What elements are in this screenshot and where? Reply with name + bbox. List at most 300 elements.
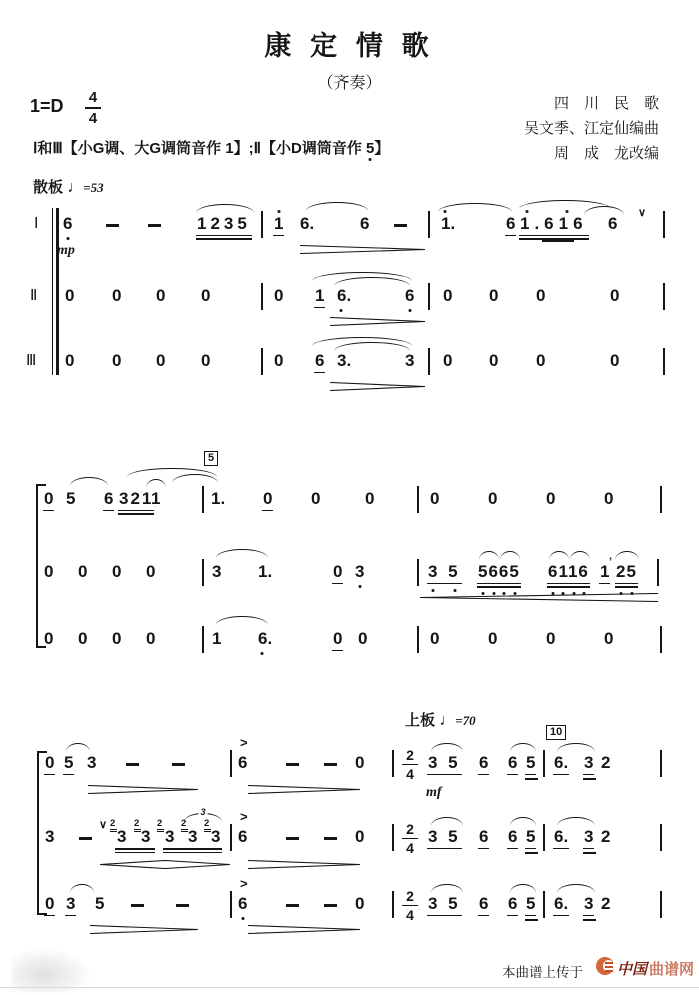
note-text: 3 (212, 562, 222, 581)
breath-mark: ∨ (99, 819, 108, 831)
time-signature-denominator: 4 (88, 109, 98, 127)
note-text: 6 (238, 894, 248, 913)
note (520, 215, 588, 232)
logo-line (605, 970, 613, 972)
note (365, 490, 374, 507)
grace-note-text: 2 (110, 818, 116, 829)
note-text: 5 (526, 827, 536, 846)
slur-arc (306, 202, 368, 211)
note-text: 1. (441, 214, 456, 233)
note-text: 0 (156, 351, 166, 370)
note (604, 630, 613, 647)
beam-line (599, 583, 610, 585)
note (119, 490, 153, 507)
beam-line (163, 852, 222, 854)
note (584, 828, 593, 845)
note-text: 0 (78, 562, 88, 581)
octave-dot-below (358, 585, 361, 588)
barline (660, 891, 662, 918)
slur-arc (70, 884, 94, 893)
note (554, 828, 568, 845)
beam-line (507, 774, 518, 776)
barline (202, 626, 204, 653)
beam-line (427, 774, 462, 776)
beam-line (196, 238, 252, 240)
note (355, 754, 364, 771)
footer-upload-text: 本曲谱上传于 (502, 965, 583, 980)
octave-dot-below (241, 917, 244, 920)
note-text: 0 (44, 489, 54, 508)
note-text: 321 (119, 489, 154, 508)
note-text: 0 (333, 562, 343, 581)
time-signature (402, 822, 418, 855)
time-signature-numerator: 4 (88, 89, 98, 106)
note-text: 3 5 (428, 562, 461, 581)
note (536, 352, 545, 369)
beam-line (507, 848, 518, 850)
note-text: 3 (584, 894, 594, 913)
slur-arc (584, 206, 624, 215)
beam-line (262, 510, 273, 512)
note-text: 2 (601, 827, 611, 846)
beam-line (525, 848, 536, 850)
note (479, 895, 488, 912)
note (479, 828, 488, 845)
time-signature (402, 889, 418, 922)
note (238, 895, 247, 912)
beam-line (505, 235, 516, 237)
beam-line (583, 848, 594, 850)
scan-edge-line (0, 987, 699, 988)
time-signature (402, 748, 418, 781)
time-signature-denominator: 4 (406, 906, 414, 923)
rehearsal-mark: 5 (204, 451, 218, 466)
slur-arc (196, 204, 254, 213)
beam-line (519, 235, 589, 237)
note (274, 287, 283, 304)
note-text: 3 (45, 827, 55, 846)
beam-line (273, 235, 284, 237)
beam-line (427, 583, 462, 585)
note-text: 0 (430, 489, 440, 508)
dash-rest (148, 224, 161, 227)
note (601, 754, 610, 771)
note (358, 630, 367, 647)
page-title: 康 定 情 歌 (264, 31, 435, 61)
dash-rest (79, 837, 92, 840)
note (333, 630, 342, 647)
beam-line (314, 307, 325, 309)
note (238, 754, 247, 771)
barline (428, 283, 430, 310)
dash-rest (286, 904, 299, 907)
note-text: 6 (479, 827, 489, 846)
note-text: 0 (604, 629, 614, 648)
beam-line (547, 586, 590, 588)
note (165, 828, 174, 845)
grace-beam (134, 829, 141, 830)
barline (417, 559, 419, 586)
note-text: 1 (315, 286, 325, 305)
note-text: 1235 (197, 214, 251, 233)
note (156, 287, 165, 304)
beam-line (547, 583, 590, 585)
dash-rest (324, 763, 337, 766)
note (87, 754, 96, 771)
barline (202, 486, 204, 513)
part-label: Ⅲ (26, 353, 37, 369)
beam-line (525, 919, 538, 921)
note-text: 0 (201, 286, 211, 305)
dash-rest (324, 837, 337, 840)
note (263, 490, 272, 507)
barline (543, 824, 545, 851)
note (95, 895, 104, 912)
note-text: 3 5 (428, 827, 461, 846)
note (526, 754, 535, 771)
grace-beam (204, 831, 211, 832)
note-text: 0 (45, 753, 55, 772)
slur-arc (510, 743, 536, 752)
part-label: Ⅱ (30, 288, 38, 304)
beam-line (615, 583, 638, 585)
tuplet-number: 3 (200, 807, 206, 817)
note-text: 0 (333, 629, 343, 648)
beam-line (525, 852, 538, 854)
note-text: 0 (443, 286, 453, 305)
note-text: 0 (274, 351, 284, 370)
note-text: 6 (508, 753, 518, 772)
barline (660, 626, 662, 653)
time-signature-denominator: 4 (406, 839, 414, 856)
note (443, 287, 452, 304)
system-bracket (36, 484, 38, 648)
system-bracket (37, 751, 39, 915)
note (360, 215, 369, 232)
note-text: 1. (258, 562, 273, 581)
barline (261, 348, 263, 375)
note (211, 490, 225, 507)
note-text: 1 (600, 562, 610, 581)
note (489, 352, 498, 369)
note-text: 5 (66, 489, 76, 508)
note (428, 895, 461, 912)
note (554, 754, 568, 771)
note (488, 490, 497, 507)
note-text: 25 (616, 562, 637, 581)
note-text: 0 (430, 629, 440, 648)
note (274, 352, 283, 369)
slur-arc (438, 203, 512, 212)
note (63, 215, 72, 232)
note (355, 895, 364, 912)
grace-note (110, 819, 115, 829)
credit-composer: 吴文季、江定仙编曲 (523, 121, 659, 137)
site-name-strong: 中国 (617, 961, 648, 978)
logo-line (605, 962, 613, 964)
note (156, 352, 165, 369)
note-text: 3 (584, 827, 594, 846)
note-text: 3 (66, 894, 76, 913)
note-text: 1 (151, 489, 161, 508)
note (66, 895, 75, 912)
beam-line (583, 774, 594, 776)
note-text: 0 (488, 489, 498, 508)
note (141, 828, 150, 845)
note-text: 0 (546, 489, 556, 508)
octave-dot-below (66, 237, 69, 240)
note (337, 287, 351, 304)
note (548, 563, 589, 580)
slur-arc (431, 743, 463, 752)
beam-line (118, 510, 154, 512)
beam-line (542, 240, 574, 242)
grace-beam (181, 831, 188, 832)
slur-arc (557, 743, 595, 752)
hairpin-dim (330, 378, 425, 387)
scan-smudge (12, 948, 92, 992)
tempo2-value: =70 (455, 713, 476, 728)
note (78, 630, 87, 647)
note (45, 895, 54, 912)
note-text: 6. (554, 827, 569, 846)
note-text: 0 (156, 286, 166, 305)
note-text: 0 (546, 629, 556, 648)
credit-arranger: 周 成 龙改编 (553, 146, 659, 162)
barline (543, 750, 545, 777)
beam-line (118, 513, 154, 515)
dash-rest (286, 763, 299, 766)
note (601, 828, 610, 845)
beam-line (43, 510, 54, 512)
grace-beam (134, 831, 141, 832)
barline (261, 211, 263, 238)
note (508, 754, 517, 771)
note-text: 6 (238, 827, 248, 846)
note-text: 0 (112, 351, 122, 370)
barline (417, 486, 419, 513)
site-logo-icon (596, 957, 614, 975)
note (112, 563, 121, 580)
quarter-note-icon: ♩ (439, 712, 456, 729)
note (197, 215, 251, 232)
note (258, 563, 272, 580)
note-text: 5665 (478, 562, 520, 581)
note (430, 630, 439, 647)
note-text: 6 (479, 753, 489, 772)
dash-rest (324, 904, 337, 907)
note-text: 0 (45, 894, 55, 913)
barline (230, 891, 232, 918)
note-text: 0 (604, 489, 614, 508)
note (258, 630, 272, 647)
barline (202, 559, 204, 586)
note-text: 3. (337, 351, 352, 370)
grace-note-text: 2 (157, 818, 163, 829)
note (428, 754, 461, 771)
note-text: 0 (355, 753, 365, 772)
grace-note-text: 2 (181, 818, 187, 829)
note-text: 0 (146, 629, 156, 648)
note (608, 215, 617, 232)
note-text: 6. (554, 894, 569, 913)
note-text: 2 (601, 894, 611, 913)
beam-line (553, 774, 569, 776)
note-text: 0 (201, 351, 211, 370)
note-text: 0 (112, 286, 122, 305)
note (616, 563, 637, 580)
slur-arc (510, 817, 536, 826)
beam-line (314, 372, 325, 374)
note-text: 6 (315, 351, 325, 370)
beam-line (525, 778, 538, 780)
note-text: 3 (188, 827, 198, 846)
hairpin-dim (90, 921, 198, 930)
hairpin-dim (248, 856, 360, 865)
grace-beam (110, 829, 117, 830)
note (478, 563, 520, 580)
note (489, 287, 498, 304)
note-text: 3 (141, 827, 151, 846)
instruction-suffix: 】 (374, 140, 390, 157)
note-text: 3 (355, 562, 365, 581)
note-text: 0 (443, 351, 453, 370)
barline (417, 626, 419, 653)
note (315, 352, 324, 369)
note-text: 6 (608, 214, 618, 233)
beam-line (553, 848, 569, 850)
note-text: 0 (112, 562, 122, 581)
note (65, 287, 74, 304)
note (112, 630, 121, 647)
note-text: 6. (554, 753, 569, 772)
hairpin-dim (330, 313, 425, 322)
slur-arc (570, 551, 590, 560)
slur-arc (557, 817, 595, 826)
note (146, 563, 155, 580)
note (428, 828, 461, 845)
note (238, 828, 247, 845)
barline (230, 824, 232, 851)
beam-line (65, 915, 76, 917)
barline (657, 559, 659, 586)
barline (392, 891, 394, 918)
note-text: 3 (584, 753, 594, 772)
note-text: 0 (365, 489, 375, 508)
note (311, 490, 320, 507)
beam-line (163, 848, 222, 850)
time-signature-numerator: 2 (406, 888, 414, 904)
note-text: 6. (300, 214, 315, 233)
note (315, 287, 324, 304)
note-text: 5 (64, 753, 74, 772)
note-text: 0 (44, 629, 54, 648)
slur-arc (216, 549, 268, 558)
note (212, 563, 221, 580)
note (211, 828, 220, 845)
beam-line (115, 852, 155, 854)
slur-arc (66, 743, 90, 752)
beam-line (332, 583, 343, 585)
page-subtitle: （齐奏） (317, 75, 382, 92)
octave-dot-above (566, 210, 569, 213)
octave-dot-below (260, 652, 263, 655)
note-text: 0 (65, 286, 75, 305)
note-text: 0 (355, 894, 365, 913)
beam-line (583, 852, 596, 854)
note-text: 0 (610, 351, 620, 370)
note-text: 0 (610, 286, 620, 305)
note-text: 0 (358, 629, 368, 648)
dynamic-marking: mp (57, 243, 75, 258)
note (112, 287, 121, 304)
note (430, 490, 439, 507)
note-text: 0 (274, 286, 284, 305)
barline (392, 824, 394, 851)
note-text: 0 (263, 489, 273, 508)
beam-line (507, 915, 518, 917)
barline (261, 283, 263, 310)
slur-arc (479, 551, 499, 560)
note-text: 6. (258, 629, 273, 648)
beam-line (615, 586, 638, 588)
note (337, 352, 351, 369)
slur-arc (557, 884, 595, 893)
beam-line (103, 510, 114, 512)
beam-line (583, 915, 594, 917)
note (64, 754, 73, 771)
beam-line (583, 778, 596, 780)
hairpin-dia (100, 856, 230, 865)
accent-mark: > (240, 809, 248, 824)
note-text: 3 5 (428, 753, 461, 772)
note (212, 630, 221, 647)
note (355, 563, 364, 580)
note (526, 895, 535, 912)
note (584, 895, 593, 912)
note-text: 0 (355, 827, 365, 846)
note-text: 6 (405, 286, 415, 305)
slide-mark: ’ (609, 556, 613, 568)
hairpin-cresc (420, 589, 658, 598)
beam-line (44, 915, 55, 917)
note-text: 6 (104, 489, 114, 508)
beam-line (478, 774, 489, 776)
note (546, 490, 555, 507)
grace-beam (157, 829, 164, 830)
note (428, 563, 461, 580)
tempo1-label: 散板 (33, 179, 64, 196)
note (151, 490, 160, 507)
note-text: 6116 (548, 562, 589, 581)
note-text: 0 (78, 629, 88, 648)
grace-beam (181, 829, 188, 830)
note (300, 215, 314, 232)
note-text: 0 (146, 562, 156, 581)
slur-arc (431, 817, 463, 826)
beam-line (427, 848, 462, 850)
hairpin-dim (88, 781, 198, 790)
note (601, 895, 610, 912)
slur-arc (70, 477, 108, 486)
tempo2-label: 上板 (405, 712, 436, 729)
octave-dot-below (339, 309, 342, 312)
slur-arc (500, 551, 520, 560)
beam-line (196, 235, 252, 237)
note (66, 490, 75, 507)
note (104, 490, 113, 507)
note (488, 630, 497, 647)
